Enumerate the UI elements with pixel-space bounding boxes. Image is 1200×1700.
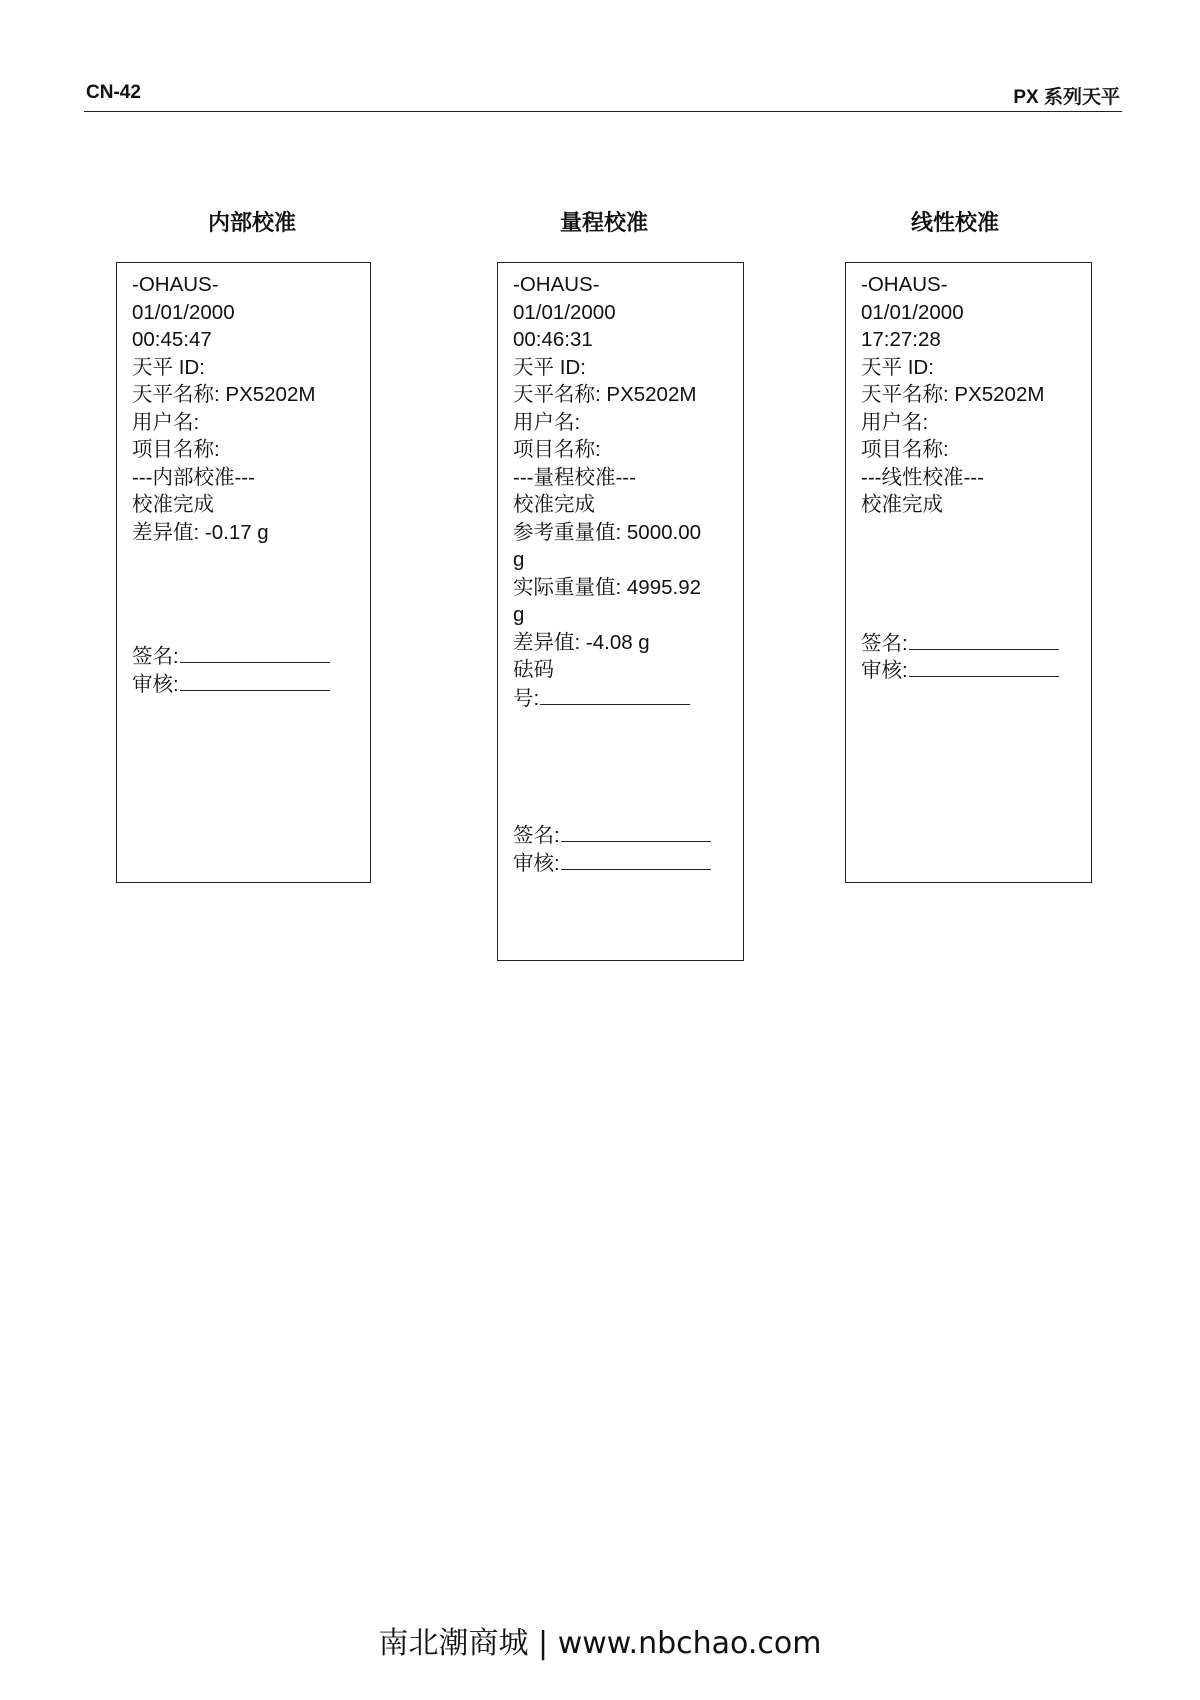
printout-line: -OHAUS- (861, 273, 948, 296)
printout-line: 用户名: (513, 410, 581, 434)
printout-line: 项目名称: (513, 438, 601, 461)
printout-line: 01/01/2000 (513, 300, 616, 324)
printout-line: 实际重量值: 4995.92 (513, 575, 701, 599)
printout-blank-space (861, 519, 1091, 629)
page-header (86, 82, 1120, 112)
span-calibration-heading: 量程校准 (559, 210, 648, 235)
printout-line: 差异值: -4.08 g (513, 630, 650, 654)
linearity-calibration-heading: 线性校准 (910, 210, 999, 235)
review-label: 审核: (513, 851, 560, 875)
printout-line: 01/01/2000 (861, 300, 964, 324)
signature-label: 签名: (513, 824, 560, 847)
signature-blank (561, 821, 711, 842)
review-blank (561, 849, 711, 870)
review-label: 审核: (861, 659, 908, 682)
printout-line: 项目名称: (861, 438, 949, 461)
printout-line: 项目名称: (132, 438, 220, 461)
printout-blank-space (513, 711, 743, 821)
review-row (861, 656, 1091, 684)
signature-row (861, 629, 1091, 657)
printout-line: 天平名称: PX5202M (861, 383, 1045, 406)
weight-number-row (513, 684, 743, 712)
printout-line: ---内部校准--- (132, 465, 255, 489)
signature-label: 签名: (861, 631, 908, 655)
printout-line: 天平名称: PX5202M (132, 383, 316, 406)
printout-line: -OHAUS- (513, 273, 600, 296)
signature-row (513, 821, 743, 849)
manual-title: PX 系列天平 (1013, 87, 1120, 108)
printout-line: 砝码 (513, 658, 554, 681)
header-divider (84, 111, 1122, 112)
review-blank (180, 670, 330, 691)
linearity-calibration-printout (845, 262, 1092, 883)
printout-line: 天平 ID: (513, 355, 586, 379)
printout-line: g (513, 548, 525, 571)
internal-calibration-printout (116, 262, 371, 883)
signature-blank (180, 642, 330, 663)
review-blank (909, 656, 1059, 677)
span-calibration-printout (497, 262, 744, 961)
printout-line: ---线性校准--- (861, 465, 984, 489)
printout-line: 差异值: -0.17 g (132, 520, 269, 544)
review-row (513, 849, 743, 877)
weight-number-blank (540, 684, 690, 705)
printout-line: 00:46:31 (513, 328, 593, 351)
printout-line: 用户名: (132, 410, 200, 434)
printout-line: 校准完成 (132, 493, 214, 516)
printout-line: 校准完成 (513, 493, 595, 516)
printout-line: 00:45:47 (132, 328, 212, 351)
printout-line: 校准完成 (861, 493, 943, 516)
printout-line: 参考重量值: 5000.00 (513, 520, 701, 544)
printout-line: 天平 ID: (132, 355, 205, 379)
printout-line: 用户名: (861, 410, 929, 434)
printout-line: ---量程校准--- (513, 465, 636, 489)
internal-calibration-heading: 内部校准 (207, 210, 296, 235)
printout-line: 天平名称: PX5202M (513, 383, 697, 406)
footer-watermark: 南北潮商城 | www.nbchao.com (378, 1626, 822, 1661)
signature-row (132, 642, 370, 670)
weight-number-label: 号: (513, 686, 540, 710)
printout-line: -OHAUS- (132, 273, 219, 296)
signature-label: 签名: (132, 645, 179, 668)
printout-line: 01/01/2000 (132, 300, 235, 324)
review-row (132, 670, 370, 698)
printout-line: 天平 ID: (861, 355, 934, 379)
printout-blank-space (132, 546, 370, 642)
printout-line: g (513, 603, 525, 626)
signature-blank (909, 629, 1059, 650)
printout-line: 17:27:28 (861, 328, 941, 351)
page-number: CN-42 (86, 82, 141, 103)
review-label: 审核: (132, 672, 179, 696)
